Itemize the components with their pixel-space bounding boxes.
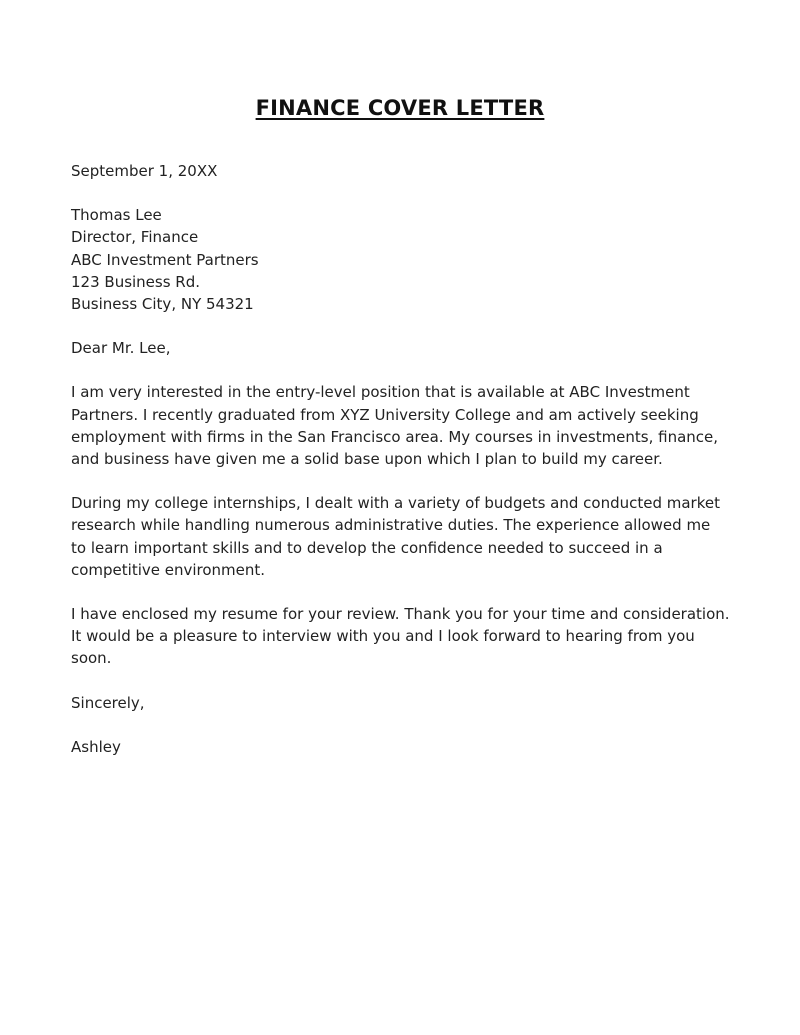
salutation: Dear Mr. Lee,: [71, 339, 171, 358]
closing: Sincerely,: [71, 693, 145, 712]
paragraph-line: I have enclosed my resume for your review. Thank you for your time and consideration.: [71, 605, 730, 624]
paragraph-line: competitive environment.: [71, 560, 266, 579]
signature-name: Ashley: [71, 737, 121, 756]
paragraph-line: to learn important skills and to develop the confidence needed to succeed in a: [71, 538, 663, 557]
paragraph-3: [71, 603, 736, 670]
paragraph-line: During my college internships, I dealt with a variety of budgets and conducted market: [71, 494, 720, 513]
date-block: [71, 160, 736, 182]
recipient-street: 123 Business Rd.: [71, 272, 201, 291]
paragraph-line: employment with firms in the San Francisco area. My courses in investments, finance,: [71, 427, 719, 446]
paragraph-line: Partners. I recently graduated from XYZ University College and am actively seeking: [71, 405, 699, 424]
recipient-address: [71, 204, 736, 315]
paragraph-1: [71, 381, 736, 470]
letter-date: September 1, 20XX: [71, 162, 218, 180]
closing-block: [71, 692, 736, 714]
recipient-company: ABC Investment Partners: [71, 250, 259, 269]
paragraph-2: [71, 492, 736, 581]
paragraph-line: soon.: [71, 649, 112, 668]
recipient-city: Business City, NY 54321: [71, 295, 254, 314]
paragraph-line: I am very interested in the entry-level position that is available at ABC Investment: [71, 383, 690, 402]
recipient-name: Thomas Lee: [71, 206, 162, 225]
letter-body: [71, 160, 736, 758]
paragraph-line: It would be a pleasure to interview with you and I look forward to hearing from you: [71, 627, 695, 646]
recipient-title: Director, Finance: [71, 228, 199, 247]
salutation-block: [71, 337, 736, 359]
document-title: FINANCE COVER LETTER: [255, 96, 545, 120]
signature-block: [71, 736, 736, 758]
paragraph-line: research while handling numerous administrative duties. The experience allowed me: [71, 516, 711, 535]
paragraph-line: and business have given me a solid base upon which I plan to build my career.: [71, 450, 663, 469]
